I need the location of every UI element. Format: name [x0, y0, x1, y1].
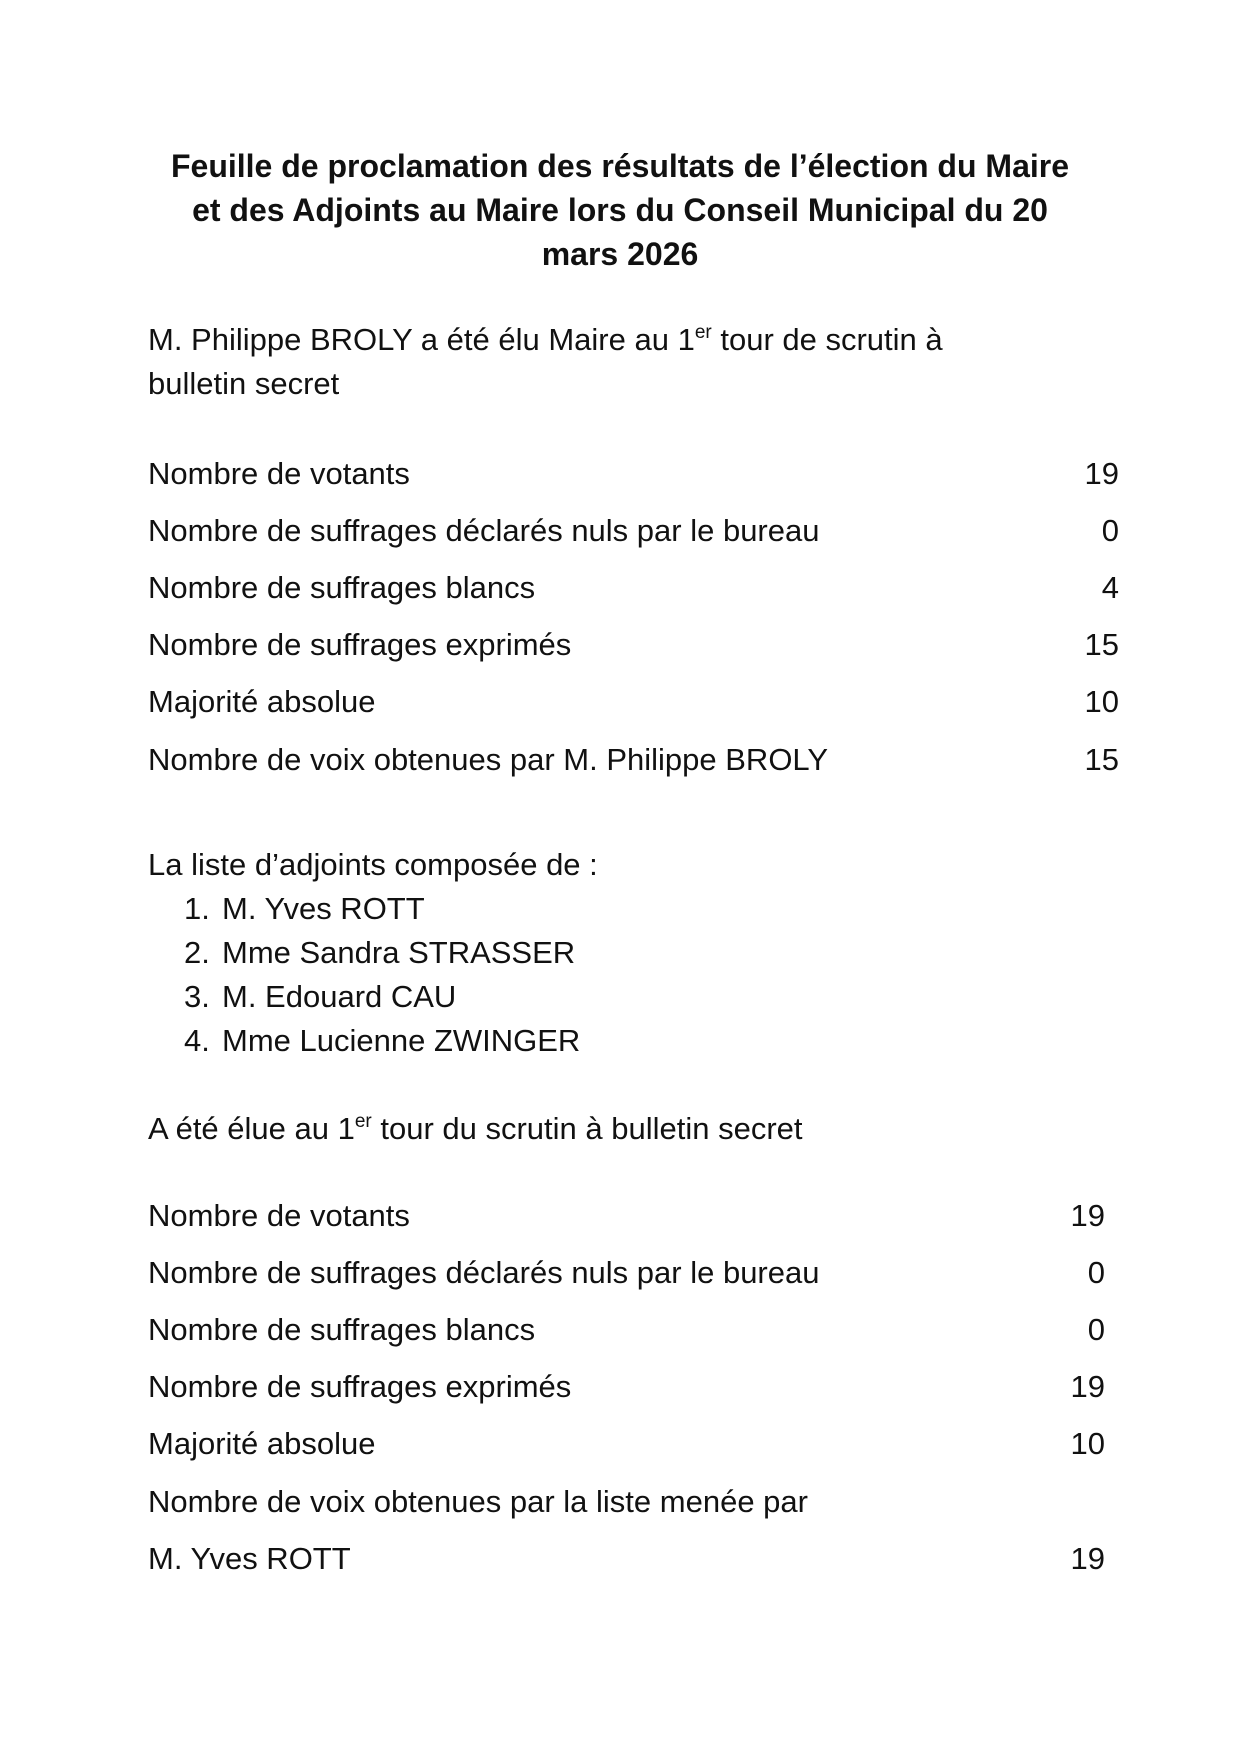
list-item-number: 4.: [184, 1023, 210, 1058]
result-label: Nombre de voix obtenues par M. Philippe BROLY: [148, 742, 829, 777]
adjoints-intro-superscript: er: [354, 1111, 372, 1132]
result-label: Majorité absolue: [148, 684, 376, 719]
result-label: Nombre de voix obtenues par la liste menée par: [148, 1484, 808, 1519]
result-label: Nombre de suffrages déclarés nuls par le bureau: [148, 513, 820, 548]
result-label: Nombre de votants: [148, 456, 410, 491]
list-item-name: Mme Lucienne ZWINGER: [222, 1023, 581, 1058]
result-value: 19: [1070, 1541, 1105, 1576]
adjoints-list-intro: La liste d’adjoints composée de :: [148, 847, 598, 882]
result-value: 19: [1070, 1369, 1105, 1404]
adjoints-election-intro: [148, 1107, 803, 1151]
document-title: [140, 144, 1100, 276]
maire-intro-text: M. Philippe BROLY a été élu Maire au 1: [148, 322, 695, 357]
result-value: 0: [1087, 1255, 1105, 1290]
result-value: 10: [1070, 1426, 1105, 1461]
result-label: Nombre de suffrages blancs: [148, 570, 536, 605]
title-line-3: mars 2026: [541, 236, 699, 272]
result-value: 15: [1084, 627, 1119, 662]
title-line-1: Feuille de proclamation des résultats de l’élection du Maire: [170, 148, 1069, 184]
result-label: M. Yves ROTT: [148, 1541, 351, 1576]
result-value: 15: [1084, 742, 1119, 777]
list-item-name: Mme Sandra STRASSER: [222, 935, 576, 970]
list-item-name: M. Yves ROTT: [222, 891, 425, 926]
list-item-number: 2.: [184, 935, 210, 970]
result-label: Nombre de suffrages exprimés: [148, 627, 572, 662]
adjoints-intro-text-end: tour du scrutin à bulletin secret: [371, 1111, 803, 1146]
title-line-2: et des Adjoints au Maire lors du Conseil Municipal du 20: [192, 192, 1048, 228]
result-label: Nombre de votants: [148, 1198, 410, 1233]
result-value: 10: [1084, 684, 1119, 719]
maire-election-intro-line2: bulletin secret: [148, 366, 340, 401]
maire-intro-superscript: er: [694, 322, 712, 343]
result-label: Nombre de suffrages déclarés nuls par le bureau: [148, 1255, 820, 1290]
list-item-name: M. Edouard CAU: [222, 979, 457, 1014]
list-item-number: 1.: [184, 891, 210, 926]
maire-intro-text-end: tour de scrutin à: [711, 322, 943, 357]
adjoints-intro-text: A été élue au 1: [148, 1111, 355, 1146]
maire-election-intro: [148, 318, 943, 362]
result-value: 4: [1101, 570, 1119, 605]
result-value: 19: [1084, 456, 1119, 491]
list-item-number: 3.: [184, 979, 210, 1014]
result-value: 0: [1087, 1312, 1105, 1347]
result-label: Nombre de suffrages blancs: [148, 1312, 536, 1347]
result-value: 19: [1070, 1198, 1105, 1233]
result-label: Majorité absolue: [148, 1426, 376, 1461]
result-label: Nombre de suffrages exprimés: [148, 1369, 572, 1404]
result-value: 0: [1101, 513, 1119, 548]
